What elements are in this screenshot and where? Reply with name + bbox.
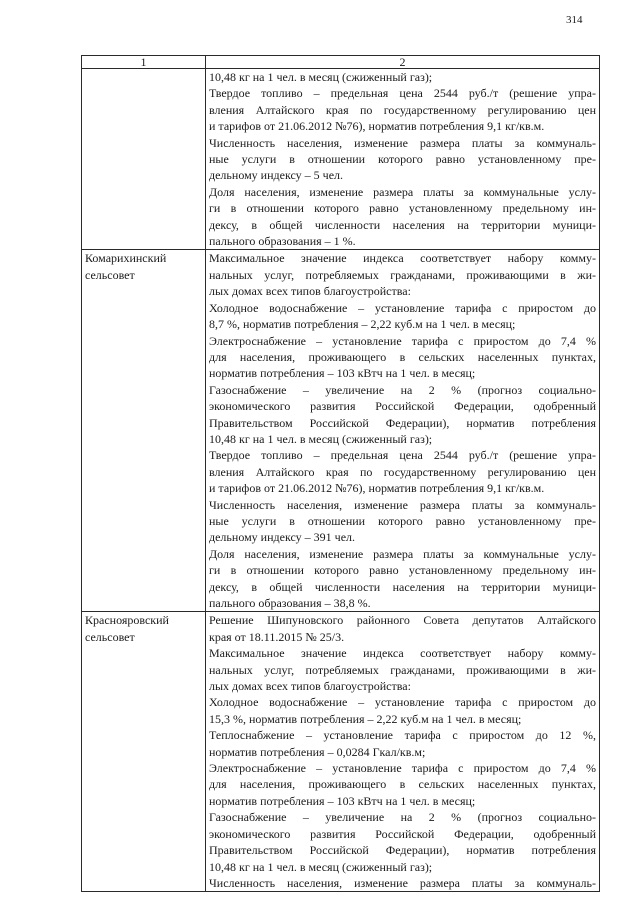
- description-line: ги в отношении которого равно установленному предельному ин-: [209, 563, 596, 578]
- description-line: Холодное водоснабжение – установление тарифа с приростом до: [209, 300, 596, 315]
- table-header-row: [82, 56, 600, 69]
- description-line: и тарифов от 21.06.2012 №76), норматив потребления 9,1 кг/кв.м.: [209, 481, 545, 496]
- description-line: Максимальное значение индекса соответствует набору комму-: [209, 646, 596, 661]
- description-line: ные услуги в отношении которого равно установленному пре-: [209, 513, 596, 528]
- description-line: для населения, проживающего в сельских населенных пунктах,: [209, 349, 596, 364]
- description-line: Газоснабжение – увеличение на 2 % (прогноз социально-: [209, 382, 596, 397]
- description-line: Твердое топливо – предельная цена 2544 руб./т (решение упра-: [209, 86, 596, 101]
- table-row: [82, 612, 600, 892]
- description-line: экономического развития Российской Федерации, одобренный: [209, 399, 596, 414]
- description-line: дельному индексу – 391 чел.: [209, 530, 356, 545]
- description-line: Численность населения, изменение размера платы за коммуналь-: [209, 497, 596, 512]
- description-line: нальных услуг, потребляемых гражданами, проживающими в жи-: [209, 662, 596, 677]
- description-line: края от 18.11.2015 № 25/3.: [209, 629, 345, 644]
- description-line: Электроснабжение – установление тарифа с приростом до 7,4 %: [209, 761, 596, 776]
- description-line: ги в отношении которого равно установленному предельному ин-: [209, 201, 596, 216]
- description-cell: [206, 69, 600, 250]
- description-line: нальных услуг, потребляемых гражданами, проживающими в жи-: [209, 267, 596, 282]
- description-line: норматив потребления – 103 кВтч на 1 чел. в месяц;: [209, 793, 476, 808]
- description-line: 10,48 кг на 1 чел. в месяц (сжиженный газ);: [209, 70, 433, 84]
- description-cell: [206, 612, 600, 892]
- description-line: и тарифов от 21.06.2012 №76), норматив потребления 9,1 кг/кв.м.: [209, 119, 545, 134]
- description-line: лых домах всех типов благоустройства:: [209, 284, 411, 299]
- page-number: 314: [566, 14, 583, 26]
- description-line: норматив потребления – 103 кВтч на 1 чел. в месяц;: [209, 366, 476, 381]
- description-line: Доля населения, изменение размера платы за коммунальные услу-: [209, 546, 596, 561]
- description-line: дексу, в общей численности населения на территории муници-: [209, 579, 596, 594]
- municipal-table: [81, 55, 600, 892]
- table-body: [82, 69, 600, 892]
- column-header-1: 1: [82, 56, 206, 69]
- description-line: дексу, в общей численности населения на территории муници-: [209, 217, 596, 232]
- description-line: Правительством Российской Федерации), норматив потребления: [209, 415, 596, 430]
- description-line: лых домах всех типов благоустройства:: [209, 679, 411, 694]
- description-line: Электроснабжение – установление тарифа с приростом до 7,4 %: [209, 333, 596, 348]
- description-line: Правительством Российской Федерации), норматив потребления: [209, 843, 596, 858]
- description-line: Решение Шипуновского районного Совета депутатов Алтайского: [209, 613, 596, 628]
- description-line: 10,48 кг на 1 чел. в месяц (сжиженный газ);: [209, 431, 433, 446]
- municipality-name-line: сельсовет: [85, 267, 135, 282]
- table-row: [82, 69, 600, 250]
- description-line: вления Алтайского края по государственному регулированию цен: [209, 464, 596, 479]
- description-line: 8,7 %, норматив потребления – 2,22 куб.м на 1 чел. в месяц;: [209, 317, 516, 332]
- municipality-name-cell: [82, 69, 206, 250]
- column-header-2: 2: [206, 56, 600, 69]
- description-line: ные услуги в отношении которого равно установленному пре-: [209, 152, 596, 167]
- description-line: экономического развития Российской Федерации, одобренный: [209, 826, 596, 841]
- description-line: вления Алтайского края по государственному регулированию цен: [209, 102, 596, 117]
- description-line: Твердое топливо – предельная цена 2544 руб./т (решение упра-: [209, 448, 596, 463]
- table-row: [82, 250, 600, 612]
- description-line: дельному индексу – 5 чел.: [209, 168, 344, 183]
- description-line: пального образования – 1 %.: [209, 234, 356, 249]
- municipality-name-line: Краснояровский: [85, 613, 169, 628]
- description-line: 10,48 кг на 1 чел. в месяц (сжиженный газ);: [209, 859, 433, 874]
- description-cell: [206, 250, 600, 612]
- municipality-name-cell: [82, 250, 206, 612]
- description-line: 15,3 %, норматив потребления – 2,22 куб.м на 1 чел. в месяц;: [209, 711, 522, 726]
- description-line: Теплоснабжение – установление тарифа с приростом до 12 %,: [209, 728, 596, 743]
- description-line: Доля населения, изменение размера платы за коммунальные услу-: [209, 184, 596, 199]
- description-line: норматив потребления – 0,0284 Гкал/кв.м;: [209, 744, 426, 759]
- description-line: Численность населения, изменение размера платы за коммуналь-: [209, 875, 596, 890]
- municipality-name-line: сельсовет: [85, 629, 135, 644]
- description-line: Газоснабжение – увеличение на 2 % (прогноз социально-: [209, 810, 596, 825]
- description-line: Численность населения, изменение размера платы за коммуналь-: [209, 135, 596, 150]
- description-line: Максимальное значение индекса соответствует набору комму-: [209, 251, 596, 266]
- municipality-name-line: Комарихинский: [85, 251, 167, 266]
- description-line: пального образования – 38,8 %.: [209, 596, 371, 610]
- municipality-name-cell: [82, 612, 206, 892]
- description-line: Холодное водоснабжение – установление тарифа с приростом до: [209, 695, 596, 710]
- description-line: для населения, проживающего в сельских населенных пунктах,: [209, 777, 596, 792]
